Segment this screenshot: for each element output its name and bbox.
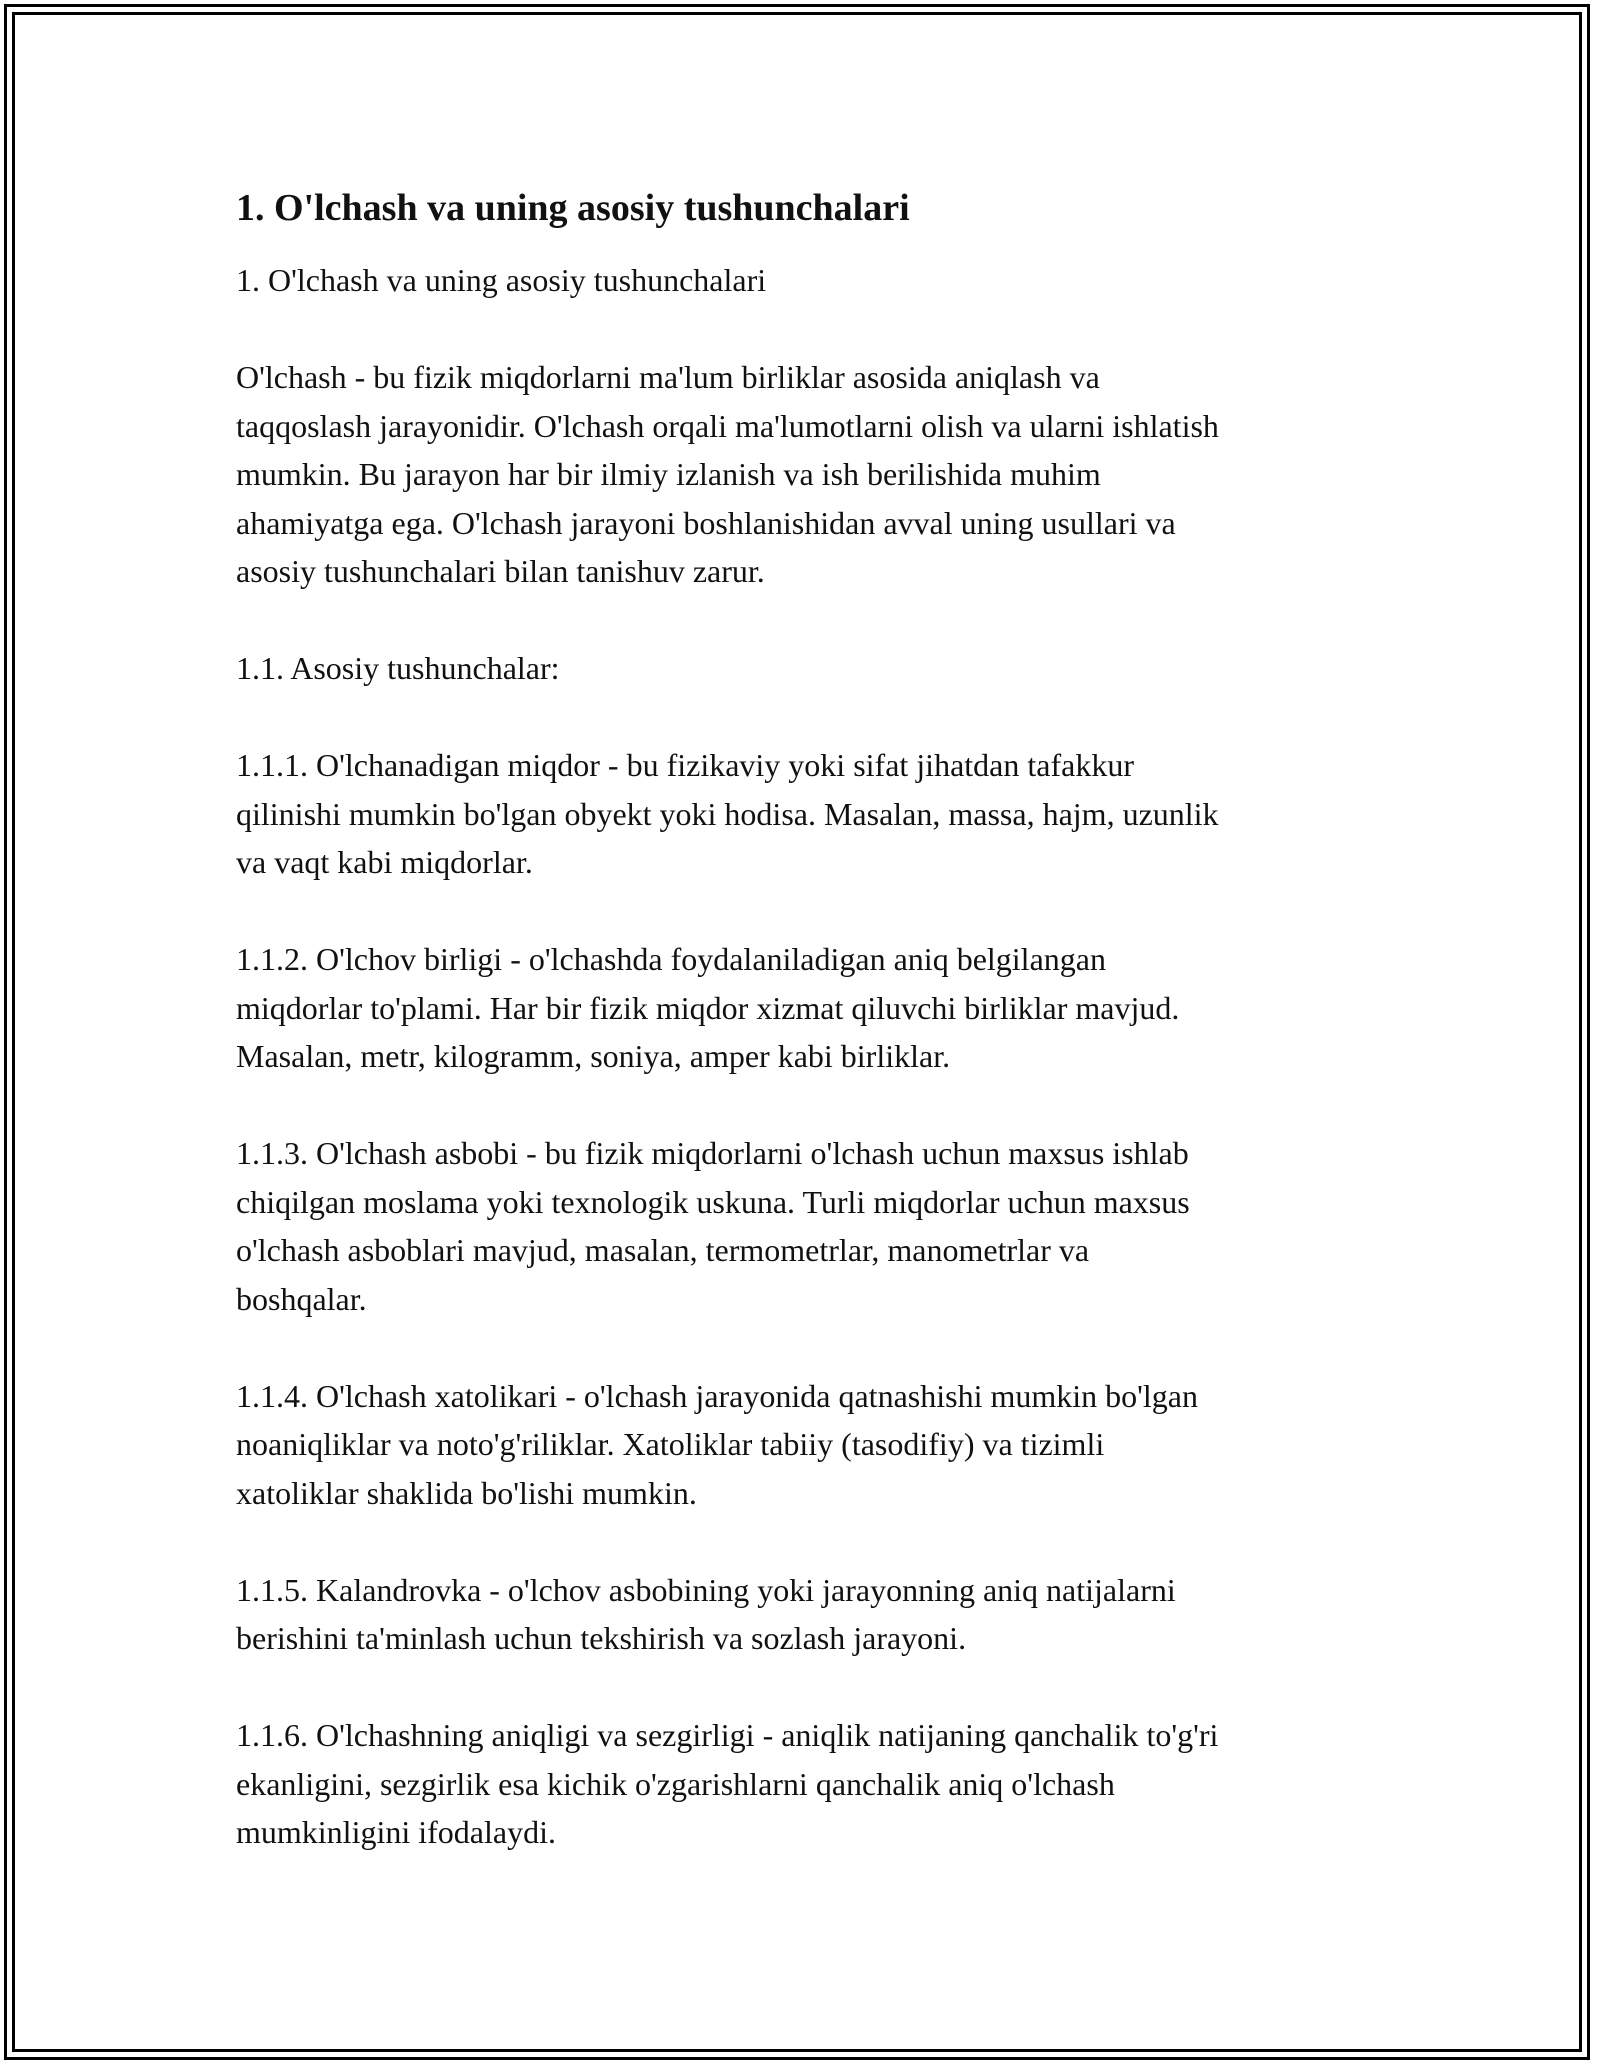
document-title: 1. O'lchash va uning asosiy tushunchalari xyxy=(236,187,910,229)
definition-paragraph-5: 1.1.5. Kalandrovka - o'lchov asbobining yoki jarayonning aniq natijalarni berishini ta'minlash uchun tekshirish va sozlash jarayoni. xyxy=(236,1571,1176,1656)
definition-paragraph-6: 1.1.6. O'lchashning aniqligi va sezgirligi - aniqlik natijaning qanchalik to'g'ri ekanligini, sezgirlik esa kichik o'zgarishlarni qanchalik aniq o'lchash mumkinligini ifodalaydi. xyxy=(236,1717,1219,1850)
subtitle-paragraph: 1. O'lchash va uning asosiy tushunchalari xyxy=(236,262,767,298)
section-heading-paragraph: 1.1. Asosiy tushunchalar: xyxy=(236,650,560,686)
definition-paragraph-3: 1.1.3. O'lchash asbobi - bu fizik miqdorlarni o'lchash uchun maxsus ishlab chiqilgan moslama yoki texnologik uskuna. Turli miqdorlar uchun maxsus o'lchash asboblari mavjud, masalan, termometrlar, manometrlar va boshqalar. xyxy=(236,1135,1190,1317)
document-body xyxy=(236,184,1376,1905)
intro-paragraph: O'lchash - bu fizik miqdorlarni ma'lum birliklar asosida aniqlash va taqqoslash jarayonidir. O'lchash orqali ma'lumotlarni olish va ularni ishlatish mumkin. Bu jarayon har bir ilmiy izlanish va ish berilishida muhim ahamiyatga ega. O'lchash jarayoni boshlanishidan avval uning usullari va asosiy tushunchalari bilan tanishuv zarur. xyxy=(236,359,1219,589)
definition-paragraph-1: 1.1.1. O'lchanadigan miqdor - bu fizikaviy yoki sifat jihatdan tafakkur qilinishi mumkin bo'lgan obyekt yoki hodisa. Masalan, massa, hajm, uzunlik va vaqt kabi miqdorlar. xyxy=(236,747,1219,880)
definition-paragraph-2: 1.1.2. O'lchov birligi - o'lchashda foydalaniladigan aniq belgilangan miqdorlar to'plami. Har bir fizik miqdor xizmat qiluvchi birliklar mavjud. Masalan, metr, kilogramm, soniya, amper kabi birliklar. xyxy=(236,941,1180,1074)
definition-paragraph-4: 1.1.4. O'lchash xatolikari - o'lchash jarayonida qatnashishi mumkin bo'lgan noaniqliklar va noto'g'riliklar. Xatoliklar tabiiy (tasodifiy) va tizimli xatoliklar shaklida bo'lishi mumkin. xyxy=(236,1377,1198,1511)
